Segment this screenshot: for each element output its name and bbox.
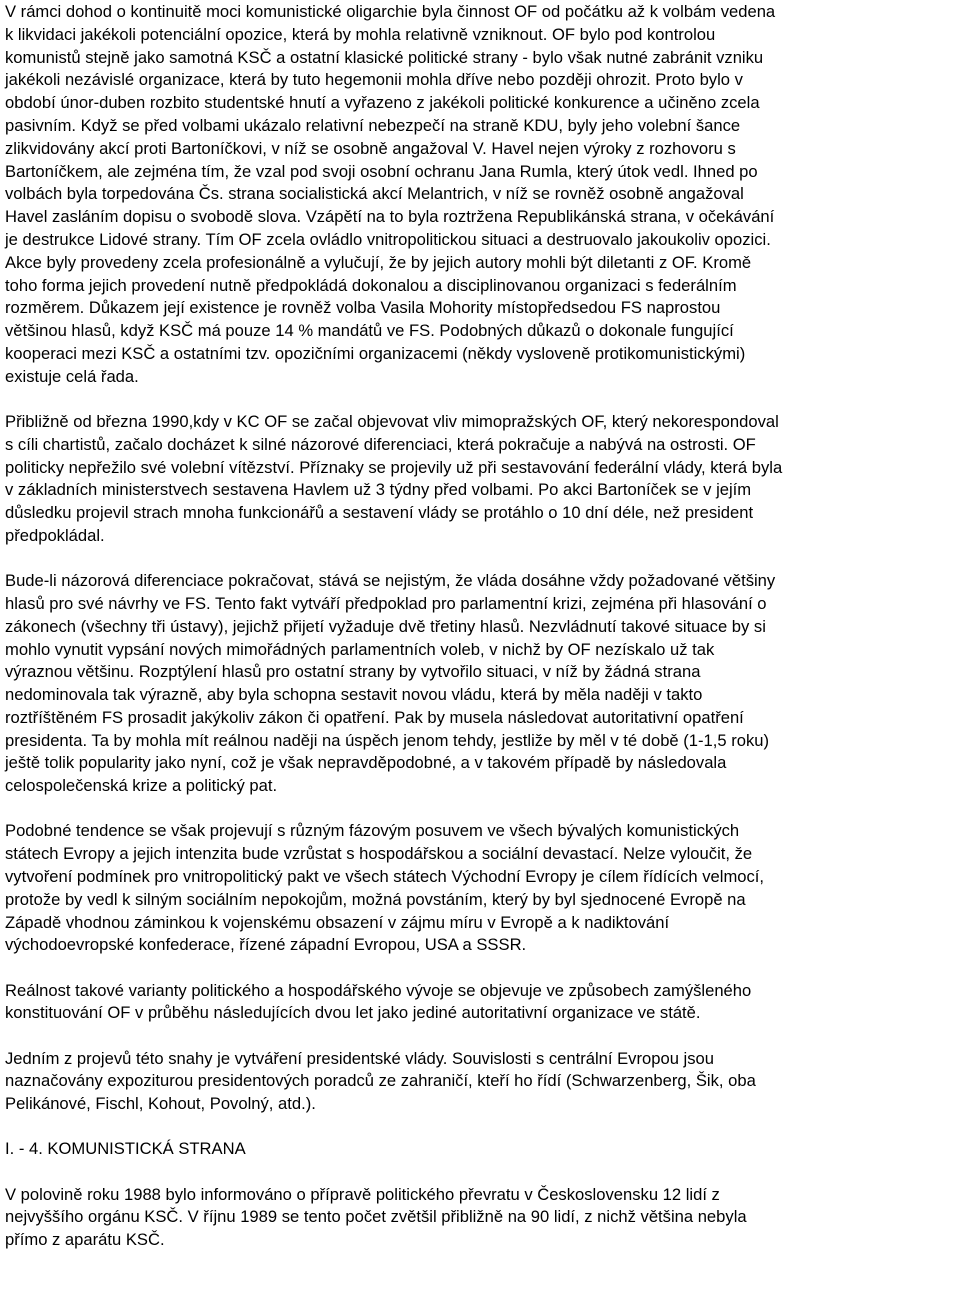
- text-line: k likvidaci jakékoli potenciální opozice, která by mohla relativně vzniknout. OF bylo pod kontrolou: [5, 24, 716, 44]
- text-line: pasivním. Když se před volbami ukázalo relativní nebezpečí na straně KDU, byly jeho volební šance: [5, 115, 741, 135]
- text-line: celospolečenská krize a politický pat.: [5, 776, 278, 796]
- text-line: je destrukce Lidové strany. Tím OF zcela ovládlo vnitropolitickou situaci a destruovalo jakoukoliv opozici.: [5, 229, 771, 249]
- paragraph-gap: [5, 957, 955, 979]
- text-line: Podobné tendence se však projevují s různým fázovým posuvem ve všech bývalých komunistických: [5, 821, 740, 841]
- text-line: zlikvidovány akcí proti Bartoníčkovi, v níž se osobně angažoval V. Havel nejen výroky z rozhovoru s: [5, 138, 736, 158]
- text-line: vytvoření podmínek pro vnitropolitický pakt ve všech státech Východní Evropy je cílem řídících velmocí,: [5, 867, 765, 887]
- text-line: státech Evropy a jejich intenzita bude vzrůstat s hospodářskou a sociální devastací. Nelze vyloučit, že: [5, 844, 753, 864]
- text-line: jakékoli nezávislé organizace, která by tuto hegemonii mohla dříve nebo později ohrozit. Proto bylo v: [5, 70, 743, 90]
- text-line: toho forma jejich provedení nutně předpokládá dokonalou a disciplinovanou organizaci s federálním: [5, 275, 737, 295]
- text-line: Přibližně od března 1990,kdy v KC OF se začal objevovat vliv mimopražských OF, který nekorespondoval: [5, 411, 779, 431]
- text-line: volbách byla torpedována Čs. strana socialistická akcí Melantrich, v níž se rovněž osobně angažoval: [5, 184, 744, 204]
- text-line: Jedním z projevů této snahy je vytváření presidentské vlády. Souvislosti s centrální Evropou jsou: [5, 1048, 714, 1068]
- text-line: V polovině roku 1988 bylo informováno o přípravě politického převratu v Československu 12 lidí z: [5, 1184, 720, 1204]
- text-line: Havel zasláním dopisu o svobodě slova. Vzápětí na to byla roztržena Republikánská strana, v očekávání: [5, 207, 775, 227]
- text-line: naznačovány expoziturou presidentových poradců ze zahraničí, kteří ho řídí (Schwarzenberg, Šik, oba: [5, 1071, 756, 1091]
- text-line: presidenta. Ta by mohla mít reálnou naději na úspěch jenom tehdy, jestliže by měl v té době (1-1,5 roku): [5, 730, 770, 750]
- text-line: s cíli chartistů, začalo docházet k silné názorové diferenciaci, která pokračuje a nabývá na ostrosti. OF: [5, 434, 756, 454]
- text-line: Západě vhodnou záminkou k vojenskému obsazení v zájmu míru v Evropě a k nadiktování: [5, 912, 670, 932]
- text-line: nejvyššího orgánu KSČ. V říjnu 1989 se tento počet zvětšil přibližně na 90 lidí, z nichž většina nebyla: [5, 1207, 747, 1227]
- paragraph-gap: [5, 548, 955, 570]
- text-line: výraznou většinu. Rozptýlení hlasů pro ostatní strany by vytvořilo situaci, v níž by žádná strana: [5, 662, 701, 682]
- text-line: Pelikánové, Fischl, Kohout, Povolný, atd.).: [5, 1094, 316, 1114]
- text-line: konstituování OF v průběhu následujících dvou let jako jediné autoritativní organizace ve státě.: [5, 1003, 701, 1023]
- text-line: politicky nepřežilo své volební vítězství. Příznaky se projevily už při sestavování federální vlády, která byla: [5, 457, 783, 477]
- text-line: existuje celá řada.: [5, 366, 139, 386]
- text-line: důsledku projevil strach mnoha funkcionářů a sestavení vlády se protáhlo o 10 dní déle, než president: [5, 503, 754, 523]
- text-line: roztříštěném FS prosadit jakýkoliv zákon či opatření. Pak by musela následovat autoritativní opatření: [5, 707, 744, 727]
- text-line: Reálnost takové varianty politického a hospodářského vývoje se objevuje ve způsobech zamýšleného: [5, 980, 752, 1000]
- text-line: Bude-li názorová diferenciace pokračovat, stává se nejistým, že vláda dosáhne vždy požadované většiny: [5, 571, 776, 591]
- text-line: komunistů stejně jako samotná KSČ a ostatní klasické politické strany - bylo však nutné zabránit vzniku: [5, 47, 764, 67]
- paragraph-gap: [5, 389, 955, 411]
- text-line: mohlo vynutit vypsání nových mimořádných parlamentních voleb, v nichž by OF nezískalo už tak: [5, 639, 715, 659]
- text-line: rozměrem. Důkazem její existence je rovněž volba Vasila Mohority místopředsedou FS naprostou: [5, 298, 721, 318]
- paragraph-gap: [5, 1161, 955, 1183]
- text-line: hlasů pro své návrhy ve FS. Tento fakt vytváří předpoklad pro parlamentní krizi, zejména při hlasování o: [5, 593, 767, 613]
- text-line: období únor-duben rozbito studentské hnutí a vyřazeno z jakékoli politické konkurence a učiněno zcela: [5, 93, 760, 113]
- text-line: Akce byly provedeny zcela profesionálně a vylučují, že by jejich autory mohli být diletanti z OF. Kromě: [5, 252, 752, 272]
- document-page: [5, 1, 955, 1252]
- text-line: východoevropské konfederace, řízené západní Evropou, USA a SSSR.: [5, 935, 527, 955]
- section-heading: I. - 4. KOMUNISTICKÁ STRANA: [5, 1139, 246, 1159]
- text-line: v základních ministerstvech sestavena Havlem už 3 týdny před volbami. Po akci Bartoníček se v jejím: [5, 480, 752, 500]
- text-line: protože by vedl k silným sociálním nepokojům, možná povstáním, který by byl sjednocené Evropě na: [5, 889, 746, 909]
- paragraph-gap: [5, 798, 955, 820]
- text-line: většinou hlasů, když KSČ má pouze 14 % mandátů ve FS. Podobných důkazů o dokonale fungující: [5, 321, 734, 341]
- text-line: Bartoníčkem, ale zejména tím, že vzal pod svoji osobní ochranu Jana Rumla, který útok vedl. Ihned po: [5, 161, 758, 181]
- text-line: ještě tolik popularity jako nyní, což je však nepravděpodobné, a v takovém případě by následovala: [5, 753, 727, 773]
- text-line: přímo z aparátu KSČ.: [5, 1230, 165, 1250]
- text-line: zákonech (všechny tři ústavy), jejichž přijetí vyžaduje dvě třetiny hlasů. Nezvládnutí takové situace by si: [5, 616, 766, 636]
- text-line: kooperaci mezi KSČ a ostatními tzv. opozičními organizacemi (někdy vysloveně protikomunistickými): [5, 343, 746, 363]
- text-line: V rámci dohod o kontinuitě moci komunistické oligarchie byla činnost OF od počátku až k volbám vedena: [5, 2, 776, 21]
- text-line: nedominovala tak výrazně, aby byla schopna sestavit novou vládu, která by měla naději v takto: [5, 685, 703, 705]
- paragraph-gap: [5, 1025, 955, 1047]
- paragraph-gap: [5, 1116, 955, 1138]
- text-line: předpokládal.: [5, 525, 105, 545]
